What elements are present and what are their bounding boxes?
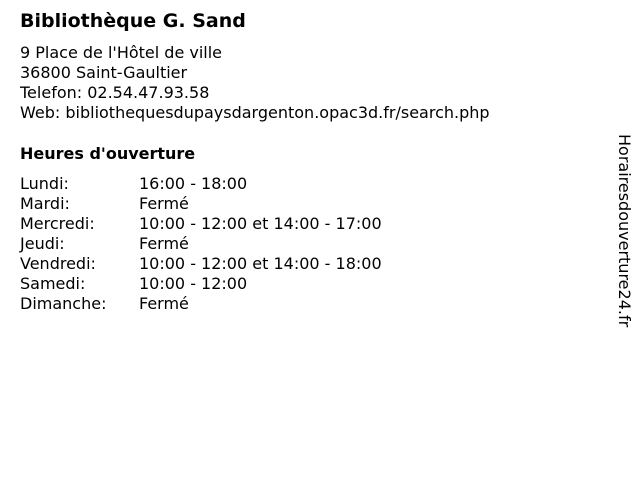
street-address: 9 Place de l'Hôtel de ville <box>20 43 223 62</box>
hours-row-vendredi <box>20 254 382 274</box>
hours-row-jeudi <box>20 234 382 254</box>
hours-row-dimanche <box>20 294 382 314</box>
hours-row-lundi <box>20 174 382 194</box>
day-label: Mercredi: <box>20 214 95 233</box>
day-hours: Fermé <box>139 194 189 213</box>
day-hours: Fermé <box>139 234 189 253</box>
day-label: Jeudi: <box>20 234 65 253</box>
hours-row-samedi <box>20 274 382 294</box>
hours-row-mardi <box>20 194 382 214</box>
hours-table <box>20 174 382 314</box>
day-label: Mardi: <box>20 194 70 213</box>
hours-heading: Heures d'ouverture <box>20 144 196 163</box>
phone-number: Telefon: 02.54.47.93.58 <box>20 83 210 102</box>
day-hours: 16:00 - 18:00 <box>139 174 248 193</box>
day-label: Samedi: <box>20 274 86 293</box>
library-name: Bibliothèque G. Sand <box>20 10 246 32</box>
site-watermark: Horairesdouverture24.fr <box>615 134 634 328</box>
day-label: Lundi: <box>20 174 69 193</box>
city-postcode: 36800 Saint-Gaultier <box>20 63 188 82</box>
day-hours: 10:00 - 12:00 et 14:00 - 18:00 <box>139 254 382 273</box>
day-hours: 10:00 - 12:00 <box>139 274 248 293</box>
address-block <box>20 43 490 123</box>
day-label: Vendredi: <box>20 254 96 273</box>
day-label: Dimanche: <box>20 294 107 313</box>
hours-row-mercredi <box>20 214 382 234</box>
day-hours: Fermé <box>139 294 189 313</box>
website-link: Web: bibliothequesdupaysdargenton.opac3d.fr/search.php <box>20 103 490 122</box>
day-hours: 10:00 - 12:00 et 14:00 - 17:00 <box>139 214 382 233</box>
